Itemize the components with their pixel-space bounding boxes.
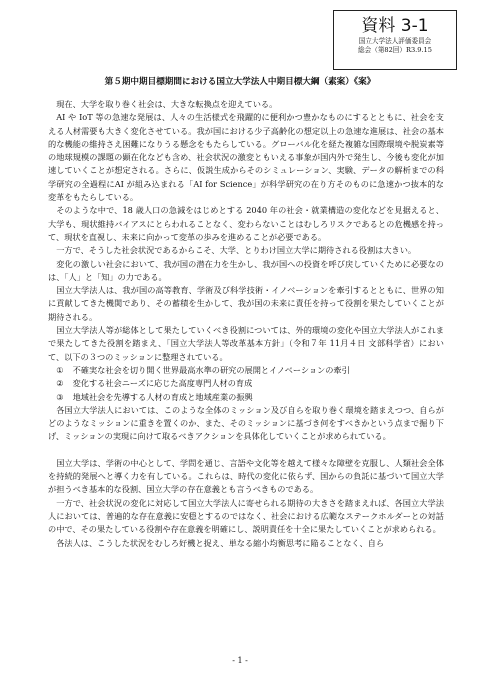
list-item-number: ① <box>56 364 64 375</box>
section-gap <box>48 444 444 457</box>
list-item-number: ③ <box>56 391 64 402</box>
list-item-text: 不確実な社会を切り開く世界最高水準の研究の展開とイノベーションの牽引 <box>72 364 350 375</box>
paragraph: 国立大学法人は、我が国の高等教育、学術及び科学技術・イノベーションを牽引するとともに、世界の知に貢献してきた機関であり、その蓄積を生かして、我が国の未来に責任を持って役割を果たしていくことが期待される。 <box>48 285 444 322</box>
stamp-committee: 国立大学法人評価委員会 <box>358 37 432 45</box>
paragraph: 変化の激しい社会において、我が国の潜在力を生かし、我が国への投資を呼び戻していくために必要なのは、「人」と「知」の力である。 <box>48 258 444 282</box>
paragraph: 国立大学は、学術の中心として、学問を通じ、言語や文化等を越えて様々な障壁を克服し、人類社会全体を持続的発展へと導く力を有している。これらは、時代の変化に依らず、国からの負託に基づいて国立大学が担うべき基本的な役割、国立大学の存在意義とも言うべきものである。 <box>48 457 444 495</box>
document-title: 第５期中期目標期間における国立大学法人中期目標大綱（素案）《案》 <box>104 77 376 87</box>
list-item <box>56 377 444 390</box>
document-stamp <box>333 10 457 70</box>
paragraph: 国立大学法人等が総体として果たしていくべき役割については、外的環境の変化や国立大学法人がこれまで果たしてきた役割を踏まえ、「国立大学法人等改革基本方針」（令和７年 11月４日 文部科学省）において、以下の３つのミッションに整理されている。 <box>48 325 444 362</box>
document-body <box>48 98 444 550</box>
paragraph: 現在、大学を取り巻く社会は、大きな転換点を迎えている。 <box>56 99 278 109</box>
paragraph: 各法人は、こうした状況をむしろ好機と捉え、単なる縮小均衡思考に陥ることなく、自ら <box>56 537 385 548</box>
list-item-text: 変化する社会ニーズに応じた高度専門人材の育成 <box>72 378 253 389</box>
list-item <box>56 364 444 377</box>
list-item-text: 地域社会を先導する人材の育成と地域産業の振興 <box>72 391 253 402</box>
list-item-number: ② <box>56 378 64 389</box>
paragraph: AI や IoT 等の急速な発展は、人々の生活様式を飛躍的に便利かつ豊かなものにするとともに、社会を支える人材需要も大きく変化させている。我が国における少子高齢化の想定以上の急速な進展は、社会の基本的な機能の維持さえ困難になりうる懸念をもたらしている。グローバル化を経た複雑な国際環境や脱炭素等の地球規模の課題の顕在化なども含め、社会状況の激変ともいえる事象が国内外で発生し、今後も変化が加速していくことが想定される。さらに、仮説生成からそのシミュレーション、実験、データの解析までの科学研究の全過程にAI が組み込まれる「AI for Science」が科学研究の在り方そのものに急速かつ抜本的な変革をもたらしている。 <box>48 112 444 203</box>
list-item <box>56 391 444 404</box>
stamp-meeting: 総会（第82回）R3.9.15 <box>358 46 432 54</box>
paragraph: 各国立大学法人においては、このような全体のミッション及び自らを取り巻く環境を踏まえつつ、自らがどのようなミッションに重きを置くのか、また、そのミッションに基づき何をすべきかという点まで掘り下げ、ミッションの実現に向けて取るべきアクションを具体化していくことが求められている。 <box>48 404 444 442</box>
mission-list <box>48 364 444 404</box>
paragraph: 一方で、社会状況の変化に対応して国立大学法人に寄せられる期待の大きさを踏まえれば、各国立大学法人においては、普遍的な存在意義に安穏とするのではなく、社会における広範なステークホルダーとの対話の中で、その果たしている役割や存在意義を明確にし、説明責任を十全に果たしていくことが求められる。 <box>48 497 444 535</box>
paragraph: そのような中で、18 歳人口の急減をはじめとする 2040 年の社会・就業構造の変化などを見据えると、大学も、現状維持バイアスにとらわれることなく、変わらないことはむしろリスクであるとの危機感を持って、現状を直視し、未来に向かって変革の歩みを進めることが必要である。 <box>48 205 444 242</box>
stamp-title: 資料 3-1 <box>361 16 429 36</box>
paragraph: 一方で、そうした社会状況であるからこそ、大学、とりわけ国立大学に期待される役割は大きい。 <box>56 245 417 256</box>
page-number: - 1 - <box>232 656 248 665</box>
